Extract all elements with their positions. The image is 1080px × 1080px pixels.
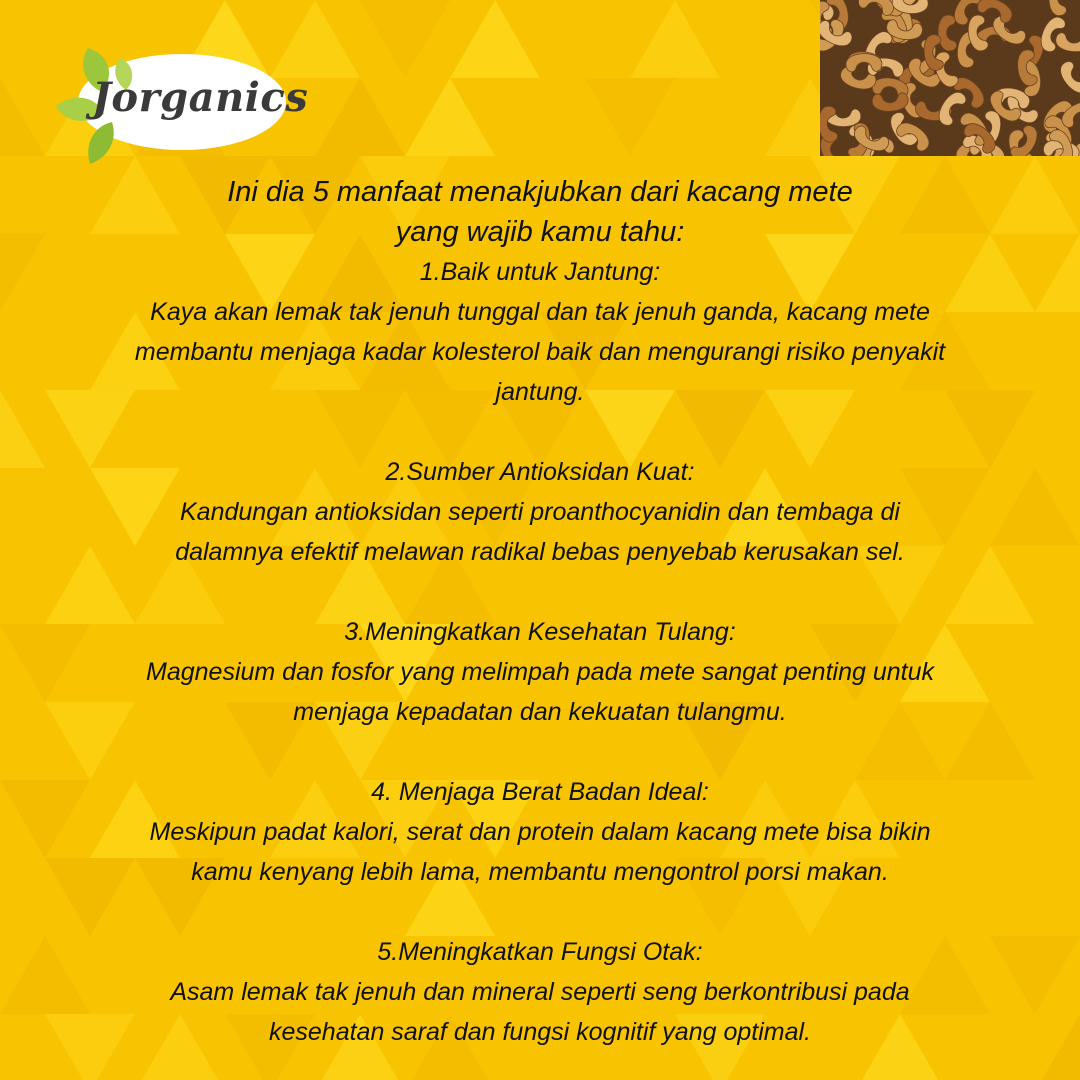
benefit-item [40, 252, 1040, 412]
cashew-shape [857, 0, 897, 17]
logo-wordmark: Jorganics [92, 74, 309, 121]
benefit-line: dalamnya efektif melawan radikal bebas penyebab kerusakan sel. [175, 538, 905, 566]
pattern-triangle [405, 78, 495, 156]
cashew-shape [937, 15, 957, 52]
benefit-body [40, 292, 1040, 412]
pattern-triangle [585, 78, 675, 156]
brand-logo [50, 40, 309, 170]
benefit-item [40, 772, 1040, 892]
headline-line-2: yang wajib kamu tahu: [395, 216, 685, 248]
benefit-line: Asam lemak tak jenuh dan mineral seperti seng berkontribusi pada [170, 978, 910, 1006]
headline-line-1: Ini dia 5 manfaat menakjubkan dari kacang mete [227, 176, 853, 208]
cashew-shape [1055, 59, 1080, 98]
pattern-triangle [1035, 234, 1080, 312]
benefit-line: membantu menjaga kadar kolesterol baik dan mengurangi risiko penyakit [134, 338, 946, 366]
pattern-triangle [315, 78, 405, 156]
benefit-line: Magnesium dan fosfor yang melimpah pada mete sangat penting untuk [146, 658, 934, 686]
benefit-body [40, 652, 1040, 732]
cashew-nuts-photo [820, 0, 1080, 156]
benefit-body [40, 492, 1040, 572]
benefit-title: 1.Baik untuk Jantung: [419, 258, 661, 286]
benefit-line: jantung. [495, 378, 585, 406]
benefit-body [40, 812, 1040, 892]
benefit-line: kesehatan saraf dan fungsi kognitif yang optimal. [268, 1018, 811, 1046]
benefit-item [40, 452, 1040, 572]
benefit-title: 3.Meningkatkan Kesehatan Tulang: [344, 618, 736, 646]
benefit-line: Kaya akan lemak tak jenuh tunggal dan tak jenuh ganda, kacang mete [150, 298, 930, 326]
benefit-title: 5.Meningkatkan Fungsi Otak: [377, 938, 703, 966]
content-block [40, 172, 1040, 1052]
benefit-line: kamu kenyang lebih lama, membantu mengontrol porsi makan. [191, 858, 889, 886]
benefit-item [40, 612, 1040, 732]
benefit-item [40, 932, 1040, 1052]
benefit-body [40, 972, 1040, 1052]
pattern-triangle [0, 234, 45, 312]
benefit-line: Meskipun padat kalori, serat dan protein dalam kacang mete bisa bikin [149, 818, 931, 846]
pattern-triangle [0, 78, 45, 156]
pattern-triangle [450, 0, 540, 78]
headline [40, 172, 1040, 252]
cashew-shape [1048, 0, 1068, 16]
cashew-shape [872, 92, 909, 112]
pattern-triangle [0, 390, 45, 468]
pattern-triangle [1035, 1014, 1080, 1080]
benefit-title: 4. Menjaga Berat Badan Ideal: [371, 778, 709, 806]
pattern-triangle [360, 0, 450, 78]
benefit-line: Kandungan antioksidan seperti proanthocyanidin dan tembaga di [180, 498, 900, 526]
benefit-line: menjaga kepadatan dan kekuatan tulangmu. [293, 698, 787, 726]
cashew-shape [1055, 32, 1080, 52]
benefit-title: 2.Sumber Antioksidan Kuat: [385, 458, 695, 486]
pattern-triangle [630, 0, 720, 78]
